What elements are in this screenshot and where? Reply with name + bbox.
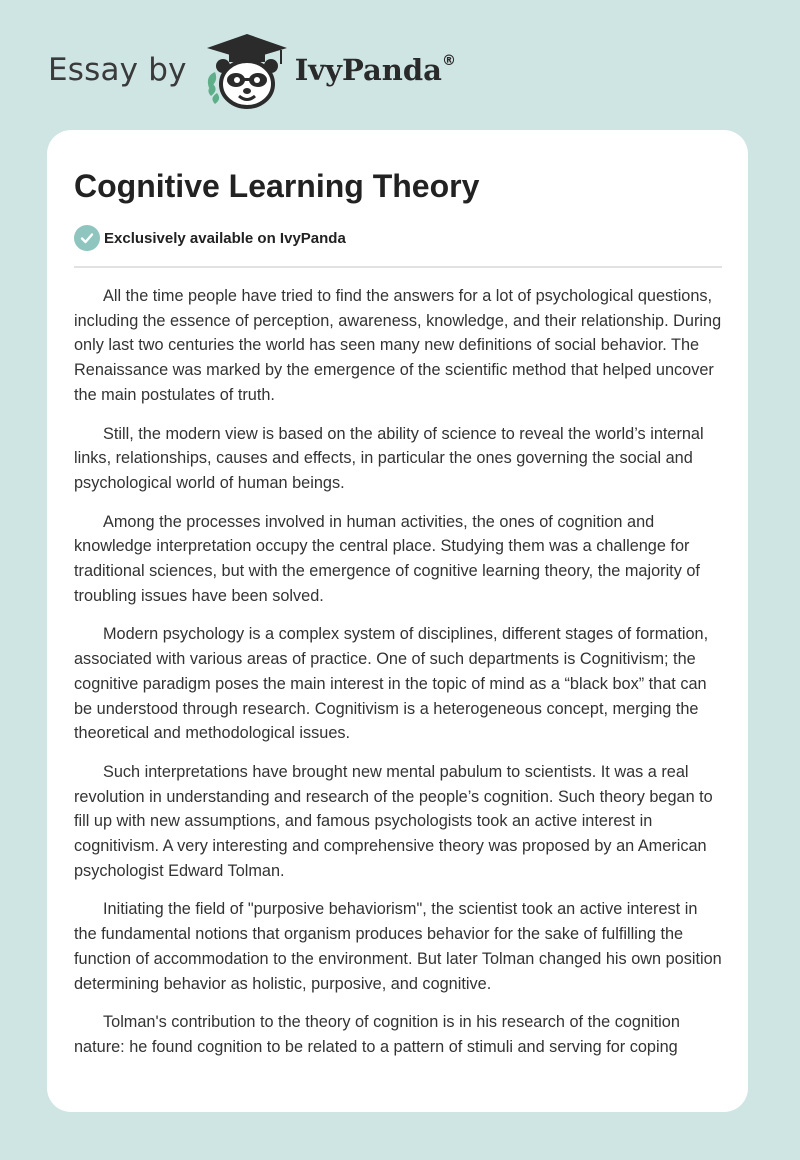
essay-by-label: Essay by [48, 52, 187, 88]
paragraph: All the time people have tried to find the answers for a lot of psychological questions, including the essence of perception, awareness, knowledge, and their relationship. During only last two centuries the world has seen many new definitions of social behavior. The Renaissance was marked by the emergence of the scientific method that helped uncover the main postulates of truth. [74, 287, 722, 404]
paragraph: Among the processes involved in human activities, the ones of cognition and knowledge interpretation occupy the central place. Studying them was a challenge for traditional sciences, but with the emergence of cognitive learning theory, the majority of troubling issues have been solved. [74, 512, 700, 605]
exclusive-badge-text: Exclusively available on IvyPanda [104, 229, 346, 247]
check-circle-icon [74, 225, 100, 251]
page-title: Cognitive Learning Theory [74, 168, 480, 204]
divider [74, 266, 722, 268]
brand-logo-text[interactable] [295, 53, 456, 87]
brand-name: IvyPanda [294, 53, 442, 87]
essay-body [74, 284, 722, 1060]
paragraph: Tolman's contribution to the theory of cognition is in his research of the cognition nature: he found cognition to be related to a pattern of stimuli and serving for coping [74, 1013, 680, 1056]
site-header [48, 30, 456, 110]
exclusive-badge [74, 224, 722, 252]
essay-card [47, 130, 748, 1112]
panda-graduate-icon[interactable] [203, 30, 291, 110]
paragraph: Modern psychology is a complex system of disciplines, different stages of formation, associated with various areas of practice. One of such departments is Cognitivism; the cognitive paradigm poses the main interest in the topic of mind as a “black box” that can be understood through research. Cognitivism is a heterogeneous concept, merging the theoretical and methodological issues. [74, 625, 709, 743]
paragraph: Still, the modern view is based on the ability of science to reveal the world’s internal links, relationships, causes and effects, in particular the ones governing the social and psychological world of human beings. [74, 424, 704, 492]
paragraph: Such interpretations have brought new mental pabulum to scientists. It was a real revolution in understanding and research of the people’s cognition. Such theory began to fill up with new assumptions, and famous psychologists took an active interest in cognitivism. A very interesting and comprehensive theory was proposed by an American psychologist Edward Tolman. [74, 762, 713, 880]
registered-mark: ® [441, 53, 456, 70]
paragraph: Initiating the field of "purposive behaviorism", the scientist took an active interest in the fundamental notions that organism produces behavior for the sake of fulfilling the function of accommodation to the environment. But later Tolman changed his own position determining behavior as holistic, purposive, and cognitive. [74, 900, 722, 993]
